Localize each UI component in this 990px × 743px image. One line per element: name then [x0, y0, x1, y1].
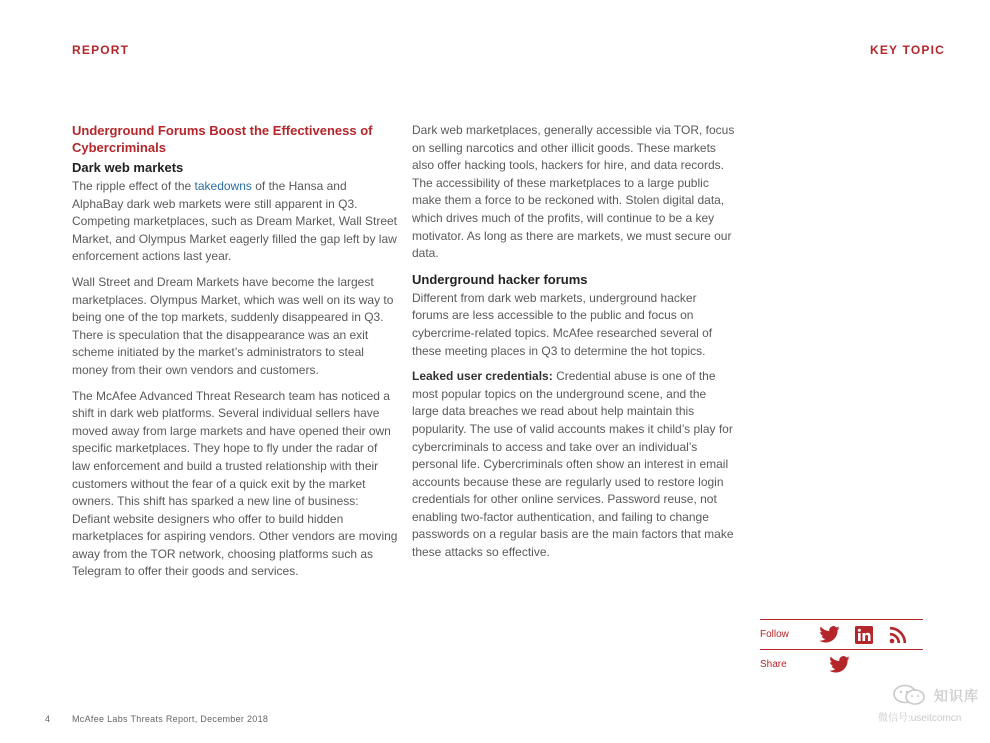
- paragraph-1-start: The ripple effect of the: [72, 179, 195, 193]
- paragraph-4: Dark web marketplaces, generally accessible via TOR, focus on selling narcotics and other illicit goods. These markets also offer hacking tools, hackers for hire, and data records. The accessibility of these marketplaces to a large public make them a force to be reckoned with. Stolen digital data, which drives much of the profits, will continue to be a key motivator. As long as there are markets, we must secure our data.: [412, 123, 735, 261]
- page-number: 4: [45, 714, 51, 724]
- header-key-topic-label: KEY TOPIC: [869, 43, 945, 57]
- wechat-icon: [892, 684, 926, 711]
- subhead-dark-web-markets: Dark web markets: [72, 160, 184, 175]
- leaked-credentials-lead: Leaked user credentials:: [412, 369, 553, 384]
- linkedin-icon[interactable]: [855, 625, 874, 645]
- follow-row: [760, 620, 923, 649]
- watermark-name: 知识库: [934, 688, 979, 704]
- watermark: [878, 684, 986, 726]
- section-title: Underground Forums Boost the Effectiveness of Cybercriminals: [72, 123, 373, 155]
- left-column: [72, 122, 398, 589]
- share-row: [760, 650, 923, 679]
- subhead-underground-hacker-forums: Underground hacker forums: [412, 271, 588, 287]
- twitter-icon[interactable]: [819, 625, 840, 645]
- takedowns-link[interactable]: takedowns: [194, 179, 252, 193]
- share-label: Share: [760, 659, 787, 670]
- header-report-label: REPORT: [72, 43, 130, 57]
- paragraph-3: The McAfee Advanced Threat Research team has noticed a shift in dark web platforms. Several individual sellers have moved away from large markets and have opened their own specific marketplaces. They hope to fly under the radar of law enforcement and build a trusted relationship with their customers without the fear of a quick exit by the market owners. This shift has sparked a new line of business: Defiant website designers who offer to build hidden marketplaces for aspiring vendors. Other vendors are moving away from the TOR network, choosing platforms such as Telegram to offer their goods and services.: [72, 388, 398, 579]
- footer-report-title: McAfee Labs Threats Report, December 2018: [72, 714, 269, 724]
- share-twitter-icon[interactable]: [828, 655, 850, 675]
- social-panel: [760, 619, 923, 679]
- paragraph-6: [412, 368, 736, 562]
- paragraph-1: [72, 178, 398, 266]
- paragraph-2: Wall Street and Dream Markets have become the largest marketplaces. Olympus Market, which was well on its way to being one of the top markets, suddenly disappeared in Q3. There is speculation that the disappearance was an exit scheme initiated by the market’s administrators to steal money from their own vendors and customers.: [72, 274, 394, 377]
- watermark-subtitle: 微信号:useitcomcn: [878, 713, 962, 724]
- paragraph-5: Different from dark web markets, underground hacker forums are less accessible to the public and focus on cybercrime-related topics. McAfee researched several of these meeting places in Q3 to determine the hot topics.: [412, 290, 713, 358]
- right-column: [412, 122, 736, 570]
- rss-icon[interactable]: [889, 625, 908, 645]
- paragraph-1-end: of the Hansa and AlphaBay dark web markets were still apparent in Q3. Competing marketplaces, such as Dream Market, Wall Street Market, and Olympus Market eagerly filled the gap left by law enforcement actions last year.: [72, 179, 398, 264]
- paragraph-6-body: Credential abuse is one of the most popular topics on the underground scene, and the large data breaches we read about help maintain this popularity. The use of valid accounts makes it child’s play for cybercriminals to access and take over an individual’s personal life. Cybercriminals often show an interest in email accounts because these are regularly used to restore login credentials for other online services. Password reuse, not enabling two-factor authentication, and failing to change passwords on a regular basis are the main factors that make these attacks so effective.: [412, 369, 734, 560]
- follow-label: Follow: [760, 629, 789, 640]
